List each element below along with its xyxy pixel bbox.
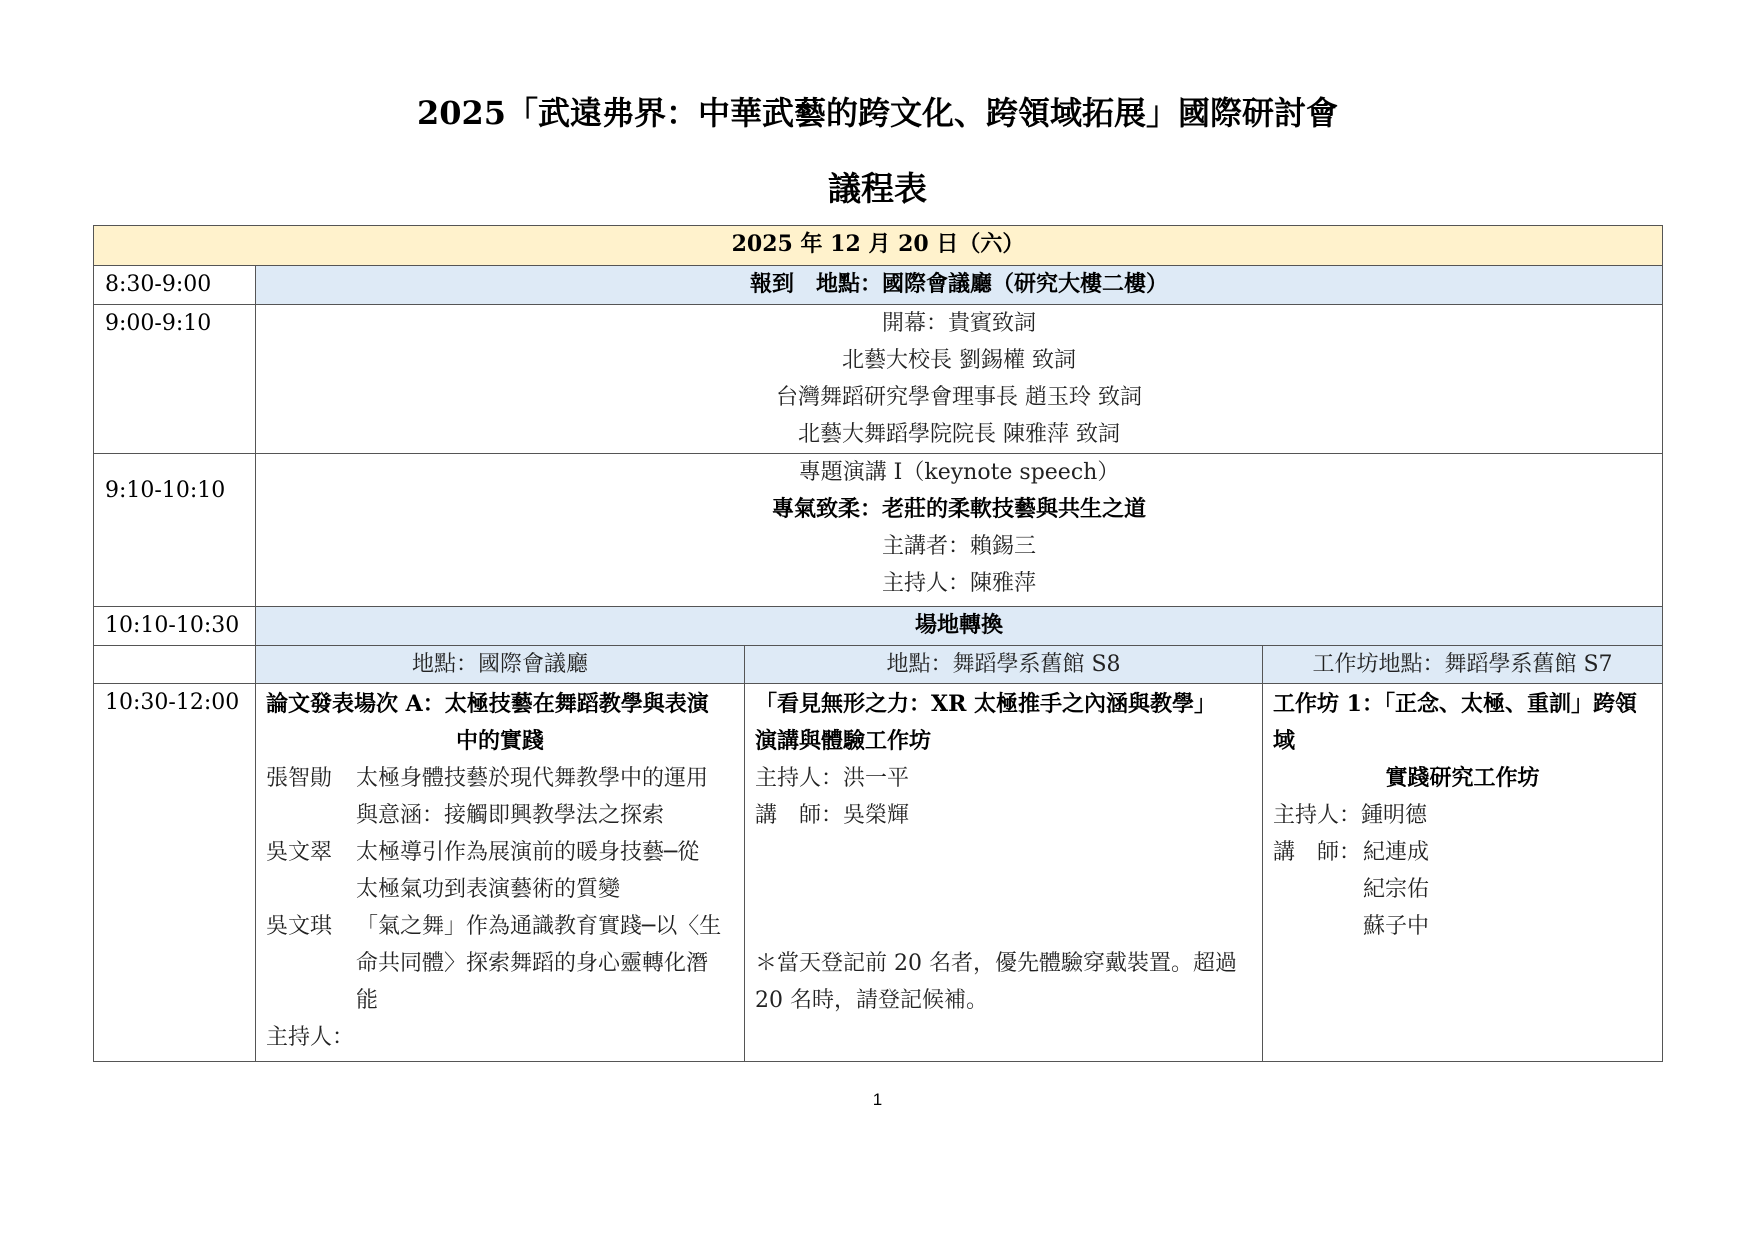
session-a-title-cont: 中的實踐 — [455, 728, 544, 754]
transfer-row — [94, 607, 1663, 646]
document-title: 2025「武遠弗界：中華武藝的跨文化、跨領域拓展」國際研討會 — [416, 94, 1339, 132]
lecturer-names — [1363, 834, 1652, 945]
keynote-speaker: 主講者：賴錫三 — [882, 534, 1037, 559]
keynote-topic: 專氣致柔：老莊的柔軟技藝與共生之道 — [772, 496, 1147, 522]
lecturer-name: 紀宗佑 — [1363, 877, 1430, 902]
session-b-note: ＊當天登記前 20 名者，優先體驗穿戴裝置。超過 — [755, 951, 1237, 976]
paper-title-line: 太極身體技藝於現代舞教學中的運用 — [356, 766, 709, 791]
spacer — [755, 834, 1252, 871]
keynote-cell — [256, 454, 1663, 607]
page-number: 1 — [872, 1090, 883, 1109]
spacer — [755, 908, 1252, 945]
date-row — [94, 226, 1663, 266]
session-b-note-cont: 20 名時，請登記候補。 — [755, 988, 988, 1013]
paper-title — [356, 908, 734, 1019]
session-b-title-cont: 演講與體驗工作坊 — [755, 728, 932, 754]
opening-row — [94, 305, 1663, 454]
opening-line: 北藝大校長 劉錫權 致詞 — [842, 348, 1076, 373]
date-cell: 2025 年 12 月 20 日（六） — [94, 226, 1663, 266]
keynote-label: 專題演講 I（keynote speech） — [798, 460, 1120, 485]
lecturer-name: 蘇子中 — [1363, 914, 1430, 939]
session-c-title-cont: 實踐研究工作坊 — [1385, 765, 1540, 791]
paper-title-line: 「氣之舞」作為通識教育實踐─以〈生 — [356, 914, 722, 939]
paper-entry — [266, 834, 734, 908]
paper-entry — [266, 760, 734, 834]
paper-title — [356, 834, 734, 908]
paper-title-line: 太極導引作為展演前的暖身技藝─從 — [356, 840, 700, 865]
time-cell: 10:30-12:00 — [94, 684, 256, 1062]
venue-cell: 地點：舞蹈學系舊館 S8 — [745, 646, 1263, 684]
opening-line: 開幕：貴賓致詞 — [882, 311, 1037, 336]
opening-cell — [256, 305, 1663, 454]
transfer-cell: 場地轉換 — [256, 607, 1663, 646]
session-row — [94, 684, 1663, 1062]
lecturer-list — [1273, 834, 1652, 945]
time-cell: 10:10-10:30 — [94, 607, 256, 646]
presenter-name: 吳文翠 — [266, 840, 333, 865]
document-subtitle: 議程表 — [828, 169, 927, 208]
paper-title-line: 太極氣功到表演藝術的質變 — [356, 877, 621, 902]
paper-title-line: 命共同體〉探索舞蹈的身心靈轉化潛 — [356, 951, 709, 976]
session-c-host: 主持人：鍾明德 — [1273, 803, 1428, 828]
registration-row — [94, 266, 1663, 305]
session-b-host: 主持人：洪一平 — [755, 766, 910, 791]
session-c-cell — [1263, 684, 1663, 1062]
agenda-table — [93, 225, 1663, 1062]
time-cell: 9:00-9:10 — [94, 305, 256, 454]
keynote-host: 主持人：陳雅萍 — [882, 571, 1037, 596]
session-a-cell — [256, 684, 745, 1062]
presenter-name: 吳文琪 — [266, 914, 333, 939]
session-b-lecturer: 講 師：吳榮輝 — [755, 803, 910, 828]
session-b-cell — [745, 684, 1263, 1062]
venue-row — [94, 646, 1663, 684]
time-cell: 9:10-10:10 — [94, 454, 256, 607]
paper-title-line: 與意涵：接觸即興教學法之探索 — [356, 803, 665, 828]
session-c-title: 工作坊 1：「正念、太極、重訓」跨領域 — [1273, 691, 1637, 754]
keynote-row — [94, 454, 1663, 607]
spacer — [755, 871, 1252, 908]
opening-line: 台灣舞蹈研究學會理事長 趙玉玲 致詞 — [776, 385, 1142, 410]
paper-title-line: 能 — [356, 988, 379, 1013]
registration-cell: 報到 地點：國際會議廳（研究大樓二樓） — [256, 266, 1663, 305]
venue-cell: 地點：國際會議廳 — [256, 646, 745, 684]
presenter-name: 張智勛 — [266, 766, 333, 791]
paper-title — [356, 760, 734, 834]
venue-cell: 工作坊地點：舞蹈學系舊館 S7 — [1263, 646, 1663, 684]
empty-cell — [94, 646, 256, 684]
session-b-title: 「看見無形之力：XR 太極推手之內涵與教學」 — [755, 691, 1217, 717]
session-a-title: 論文發表場次 A：太極技藝在舞蹈教學與表演 — [266, 691, 709, 717]
time-cell: 8:30-9:00 — [94, 266, 256, 305]
session-a-host: 主持人： — [266, 1025, 355, 1050]
lecturer-name: 紀連成 — [1363, 840, 1430, 865]
lecturer-label: 講 師： — [1273, 840, 1362, 865]
opening-line: 北藝大舞蹈學院院長 陳雅萍 致詞 — [798, 422, 1120, 447]
paper-entry — [266, 908, 734, 1019]
